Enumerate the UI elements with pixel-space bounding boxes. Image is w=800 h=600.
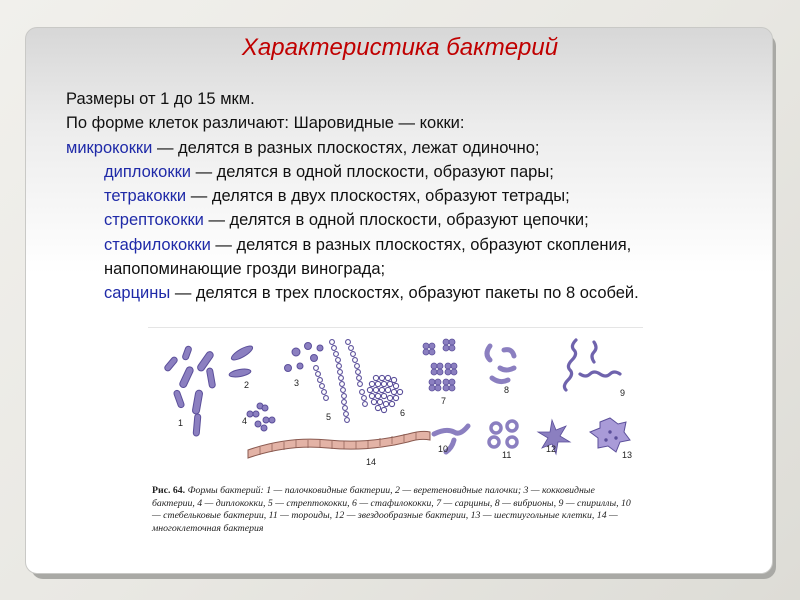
- figure-number-11: 11: [502, 450, 512, 460]
- micrococci-line: [66, 136, 726, 160]
- streptococci-line: [66, 208, 726, 232]
- figure-number-1: 1: [178, 418, 184, 428]
- desc-streptococci: — делятся в одной плоскости, образуют цепочки;: [203, 211, 589, 230]
- desc-sarcina: — делятся в трех плоскостях, образуют пакеты по 8 особей.: [170, 284, 639, 303]
- term-staphylococci: стафилококки: [104, 235, 211, 254]
- sarcina-line: [66, 281, 726, 305]
- caption-text: Формы бактерий: 1 — палочковидные бактерии, 2 — веретеновидные палочки; 3 — кокковидные бактерии, 4 — диплококки, 5 — стрептококки, 6 — стафилококки, 7 — сарцины, 8 — вибрионы, 9 — спириллы, 10 — стебельковые бактерии, 11 — тороиды, 12 — звездообразные бактерии, 13 — шестиугольные клетки, 14 — многоклеточная бактерия: [152, 485, 631, 534]
- desc-staphylococci: — делятся в разных плоскостях, образуют скопления, напопоминающие грозди винограда;: [104, 235, 632, 279]
- bacteria-figure: [148, 327, 643, 556]
- sarcina-group: [423, 339, 457, 391]
- spindle-rods-group: [229, 344, 255, 379]
- term-sarcina: сарцины: [104, 284, 171, 303]
- size-line: Размеры от 1 до 15 мкм.: [66, 90, 255, 108]
- slide-title: Характеристика бактерий: [241, 34, 559, 61]
- term-diplococci: диплококки: [104, 162, 192, 181]
- streptococci-group: [314, 340, 368, 423]
- desc-diplococci: — делятся в одной плоскости, образуют пары;: [191, 162, 554, 181]
- staphylococci-group: [367, 375, 402, 412]
- diplococci-group: [247, 403, 275, 431]
- toroid-group: [489, 421, 517, 447]
- figure-number-4: 4: [242, 416, 248, 426]
- figure-number-14: 14: [366, 457, 377, 467]
- diplococci-line: [66, 160, 726, 184]
- staphylococci-line: [66, 233, 726, 282]
- figure-number-6: 6: [400, 408, 406, 418]
- figure-caption: [152, 485, 632, 535]
- rod-bacteria-group: [164, 345, 216, 436]
- spirilla-group: [564, 340, 620, 390]
- tetracocci-line: [66, 184, 726, 208]
- bacteria-illustration: [148, 328, 643, 483]
- figure-number-13: 13: [622, 450, 633, 460]
- multicellular-bacterium: [248, 431, 430, 458]
- caption-label: Рис. 64.: [152, 485, 186, 496]
- slide-body: [66, 87, 726, 306]
- hexagonal-cell-group: [590, 418, 630, 452]
- figure-number-5: 5: [326, 412, 332, 422]
- desc-tetracocci: — делятся в двух плоскостях, образуют тетрады;: [186, 187, 570, 206]
- term-micrococci: микрококки: [66, 138, 153, 157]
- figure-number-12: 12: [546, 444, 557, 454]
- term-streptococci: стрептококки: [104, 211, 204, 230]
- vibrio-group: [487, 346, 514, 382]
- figure-number-2: 2: [244, 380, 250, 390]
- figure-number-7: 7: [441, 396, 447, 406]
- shape-intro-line: По форме клеток различают: Шаровидные — кокки:: [66, 114, 465, 133]
- figure-number-9: 9: [620, 388, 626, 398]
- desc-micrococci: — делятся в разных плоскостях, лежат одиночно;: [152, 138, 540, 157]
- figure-number-3: 3: [294, 378, 300, 388]
- figure-number-8: 8: [504, 385, 510, 395]
- term-tetracocci: тетракокки: [104, 187, 187, 206]
- figure-number-10: 10: [438, 444, 449, 454]
